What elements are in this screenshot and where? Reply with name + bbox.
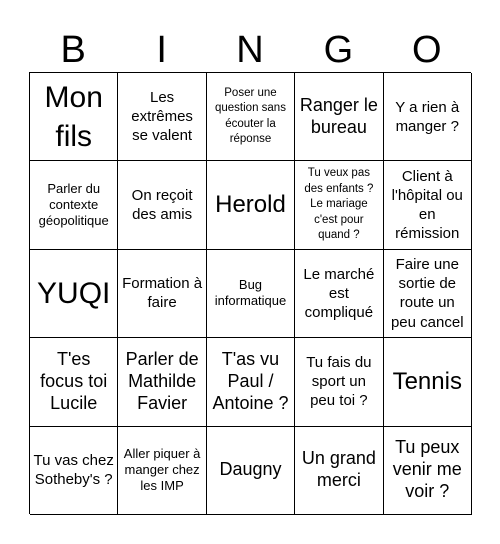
bingo-cell[interactable]: Tu veux pas des enfants ? Le mariage c'est pour quand ? xyxy=(295,161,383,249)
bingo-cell[interactable]: Un grand merci xyxy=(295,427,383,515)
bingo-cell[interactable]: Client à l'hôpital ou en rémission xyxy=(384,161,472,249)
bingo-cell[interactable]: On reçoit des amis xyxy=(118,161,206,249)
bingo-cell[interactable]: Tennis xyxy=(384,338,472,426)
header-letter-b: B xyxy=(60,29,86,71)
bingo-cell[interactable]: Tu fais du sport un peu toi ? xyxy=(295,338,383,426)
bingo-board xyxy=(29,72,471,514)
bingo-cell[interactable]: Le marché est compliqué xyxy=(295,250,383,338)
bingo-cell[interactable]: Mon fils xyxy=(30,73,118,161)
header-letter-n: N xyxy=(236,29,264,71)
bingo-cell[interactable]: Tu vas chez Sotheby's ? xyxy=(30,427,118,515)
bingo-cell[interactable]: Tu peux venir me voir ? xyxy=(384,427,472,515)
bingo-cell[interactable]: T'as vu Paul / Antoine ? xyxy=(207,338,295,426)
bingo-cell[interactable]: Faire une sortie de route un peu cancel xyxy=(384,250,472,338)
bingo-cell[interactable]: Parler du contexte géopolitique xyxy=(30,161,118,249)
bingo-cell[interactable]: Daugny xyxy=(207,427,295,515)
bingo-cell[interactable]: Aller piquer à manger chez les IMP xyxy=(118,427,206,515)
bingo-cell[interactable]: Les extrêmes se valent xyxy=(118,73,206,161)
bingo-cell[interactable]: Formation à faire xyxy=(118,250,206,338)
bingo-cell[interactable]: Ranger le bureau xyxy=(295,73,383,161)
header-letter-i: I xyxy=(156,29,167,71)
bingo-cell[interactable]: YUQI xyxy=(30,250,118,338)
bingo-cell[interactable]: Poser une question sans écouter la réponse xyxy=(207,73,295,161)
bingo-cell[interactable]: Bug informatique xyxy=(207,250,295,338)
bingo-header xyxy=(29,28,471,72)
bingo-cell[interactable]: Parler de Mathilde Favier xyxy=(118,338,206,426)
bingo-cell[interactable]: Y a rien à manger ? xyxy=(384,73,472,161)
header-letter-g: G xyxy=(323,29,354,71)
header-letter-o: O xyxy=(412,29,442,71)
bingo-cell[interactable]: Herold xyxy=(207,161,295,249)
bingo-cell[interactable]: T'es focus toi Lucile xyxy=(30,338,118,426)
